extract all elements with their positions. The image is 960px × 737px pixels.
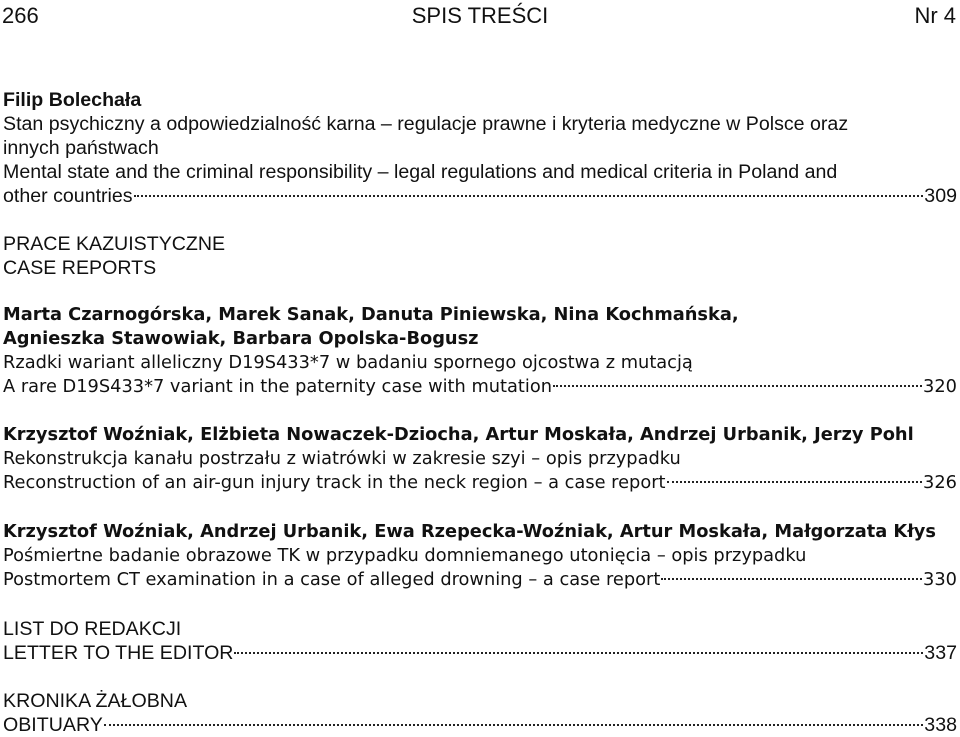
entry-title-pl: Stan psychiczny a odpowiedzialność karna – regulacje prawne i kryteria medyczne w Polsce oraz xyxy=(3,113,849,135)
entry-page-number: 330 xyxy=(923,569,957,590)
section-letter-to-editor xyxy=(3,617,957,665)
entry-page-number: 320 xyxy=(923,376,957,397)
dot-leader xyxy=(553,385,922,387)
section-title-en: CASE REPORTS xyxy=(3,257,157,279)
section-title-en: OBITUARY xyxy=(3,714,103,736)
section-title-en-leader[interactable] xyxy=(3,641,957,665)
entry-title-en: Postmortem CT examination in a case of alleged drowning – a case report xyxy=(3,569,661,590)
entry-authors: Krzysztof Woźniak, Andrzej Urbanik, Ewa Rzepecka-Woźniak, Artur Moskała, Małgorzata Kłys xyxy=(3,521,936,542)
toc-entry-czarnogorska xyxy=(3,303,957,399)
dot-leader xyxy=(134,195,924,197)
page-number: 266 xyxy=(2,3,39,28)
entry-title-pl: Rzadki wariant alleliczny D19S433*7 w badaniu spornego ojcostwa z mutacją xyxy=(3,352,693,373)
entry-title-en-leader[interactable] xyxy=(3,568,957,592)
entry-title-pl-cont: innych państwach xyxy=(3,137,159,159)
section-title-pl: KRONIKA ŻAŁOBNA xyxy=(3,690,188,712)
entry-title-en: A rare D19S433*7 variant in the paternity case with mutation xyxy=(3,376,552,397)
toc-entry-wozniak-1 xyxy=(3,423,957,495)
running-title: SPIS TREŚCI xyxy=(411,3,549,28)
section-title-pl: LIST DO REDAKCJI xyxy=(3,618,182,640)
section-title-en: LETTER TO THE EDITOR xyxy=(3,642,234,664)
entry-title-en: Mental state and the criminal responsibility – legal regulations and medical criteria in Poland and xyxy=(3,161,838,183)
page-header xyxy=(0,0,960,36)
entry-page-number: 309 xyxy=(924,185,957,207)
entry-title-en-cont: other countries xyxy=(3,185,133,207)
dot-leader xyxy=(667,481,923,483)
entry-title-pl: Rekonstrukcja kanału postrzału z wiatrówki w zakresie szyi – opis przypadku xyxy=(3,448,681,469)
dot-leader xyxy=(661,578,922,580)
section-title-pl: PRACE KAZUISTYCZNE xyxy=(3,233,226,255)
entry-authors: Filip Bolechała xyxy=(3,89,142,111)
entry-authors: Krzysztof Woźniak, Elżbieta Nowaczek-Dziocha, Artur Moskała, Andrzej Urbanik, Jerzy Pohl xyxy=(3,424,914,445)
toc-entry-wozniak-2 xyxy=(3,520,957,592)
entry-title-en-leader[interactable] xyxy=(3,471,957,495)
toc-entry-bolechala xyxy=(3,88,957,208)
entry-title-en: Reconstruction of an air-gun injury track in the neck region – a case report xyxy=(3,472,666,493)
section-page-number: 337 xyxy=(924,642,957,664)
entry-title-en-leader[interactable] xyxy=(3,375,957,399)
dot-leader xyxy=(104,724,923,726)
section-case-reports xyxy=(3,232,957,280)
entry-authors-cont: Agnieszka Stawowiak, Barbara Opolska-Bogusz xyxy=(3,328,479,349)
entry-authors: Marta Czarnogórska, Marek Sanak, Danuta Piniewska, Nina Kochmańska, xyxy=(3,304,739,325)
table-of-contents xyxy=(3,88,957,737)
section-obituary xyxy=(3,689,957,737)
issue-label: Nr 4 xyxy=(914,3,956,28)
entry-title-en-leader[interactable] xyxy=(3,184,957,208)
dot-leader xyxy=(234,652,923,654)
section-page-number: 338 xyxy=(924,714,957,736)
entry-title-pl: Pośmiertne badanie obrazowe TK w przypadku domniemanego utonięcia – opis przypadku xyxy=(3,545,807,566)
entry-page-number: 326 xyxy=(923,472,957,493)
